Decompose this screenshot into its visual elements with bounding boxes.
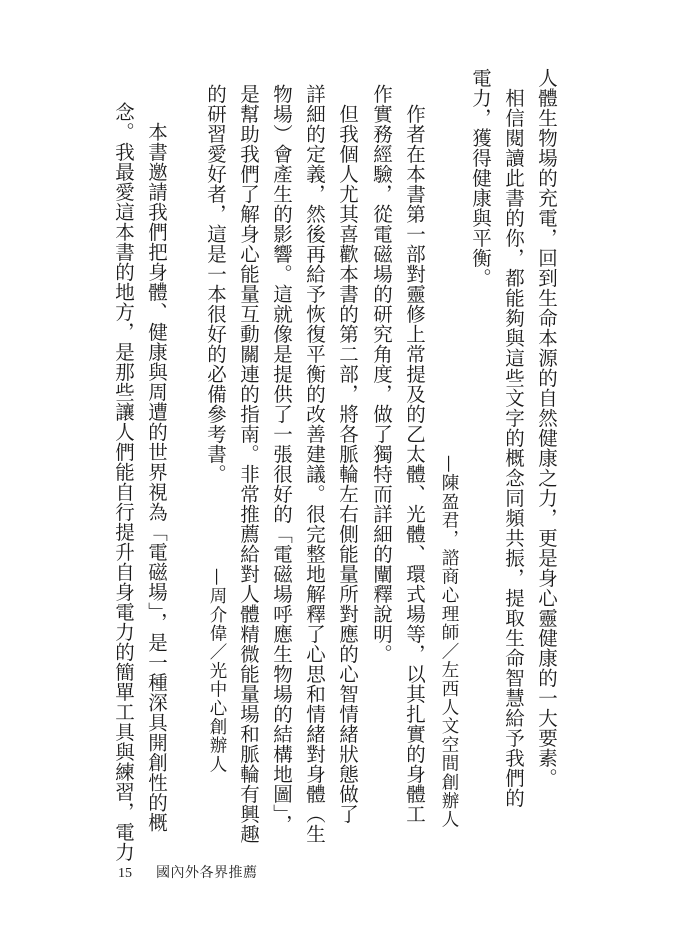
text-column: 作者在本書第一部對靈修上常提及的乙太體、光體、環式場等，以其扎實的身體工 — [403, 84, 426, 824]
text-column: 作實務經驗，從電磁場的研究角度，做了獨特而詳細的闡釋說明。 — [370, 84, 393, 664]
text-column: 人體生物場的充電，回到生命本源的自然健康之力，更是身心靈健康的一大要素。 — [535, 68, 558, 788]
text-column: 的研習愛好者，這是一本很好的必備參考書。 — [204, 84, 227, 484]
endorser-signature: —周介偉／光中心創辦人 — [207, 568, 227, 774]
text-column: 本書邀請我們把身體、健康與周遭的世界視為「電磁場」，是一種深具開創性的概 — [145, 102, 168, 833]
text-column: 但我個人尤其喜歡本書的第二部，將各脈輪左右側能量所對應的心智情緒狀態做了 — [336, 84, 359, 824]
text-column: 念。我最愛這本書的地方，是那些讓人們能自行提升自身電力的簡單工具與練習，電力 — [112, 102, 135, 862]
section-title: 國內外各界推薦 — [156, 866, 258, 881]
text-column: 電力，獲得健康與平衡。 — [469, 68, 492, 288]
text-column: 是幫助我們了解身心能量互動關連的指南。非常推薦給對人體精微能量場和脈輪有興趣 — [237, 84, 260, 844]
endorser-signature: —陳盈君，諮商心理師／左西人文空間創辦人 — [439, 455, 459, 829]
text-column: 物場）會產生的影響。這就像是提供了一張很好的「電磁場呼應生物場的結構地圖」， — [270, 84, 293, 835]
page-footer — [118, 862, 258, 882]
text-column: 相信閱讀此書的你，都能夠與這些文字的概念同頻共振，提取生命智慧給予我們的 — [502, 68, 525, 808]
text-column: 詳細的定義，然後再給予恢復平衡的改善建議。很完整地解釋了心思和情緒對身體（生 — [303, 84, 326, 844]
page-number: 15 — [118, 866, 132, 881]
